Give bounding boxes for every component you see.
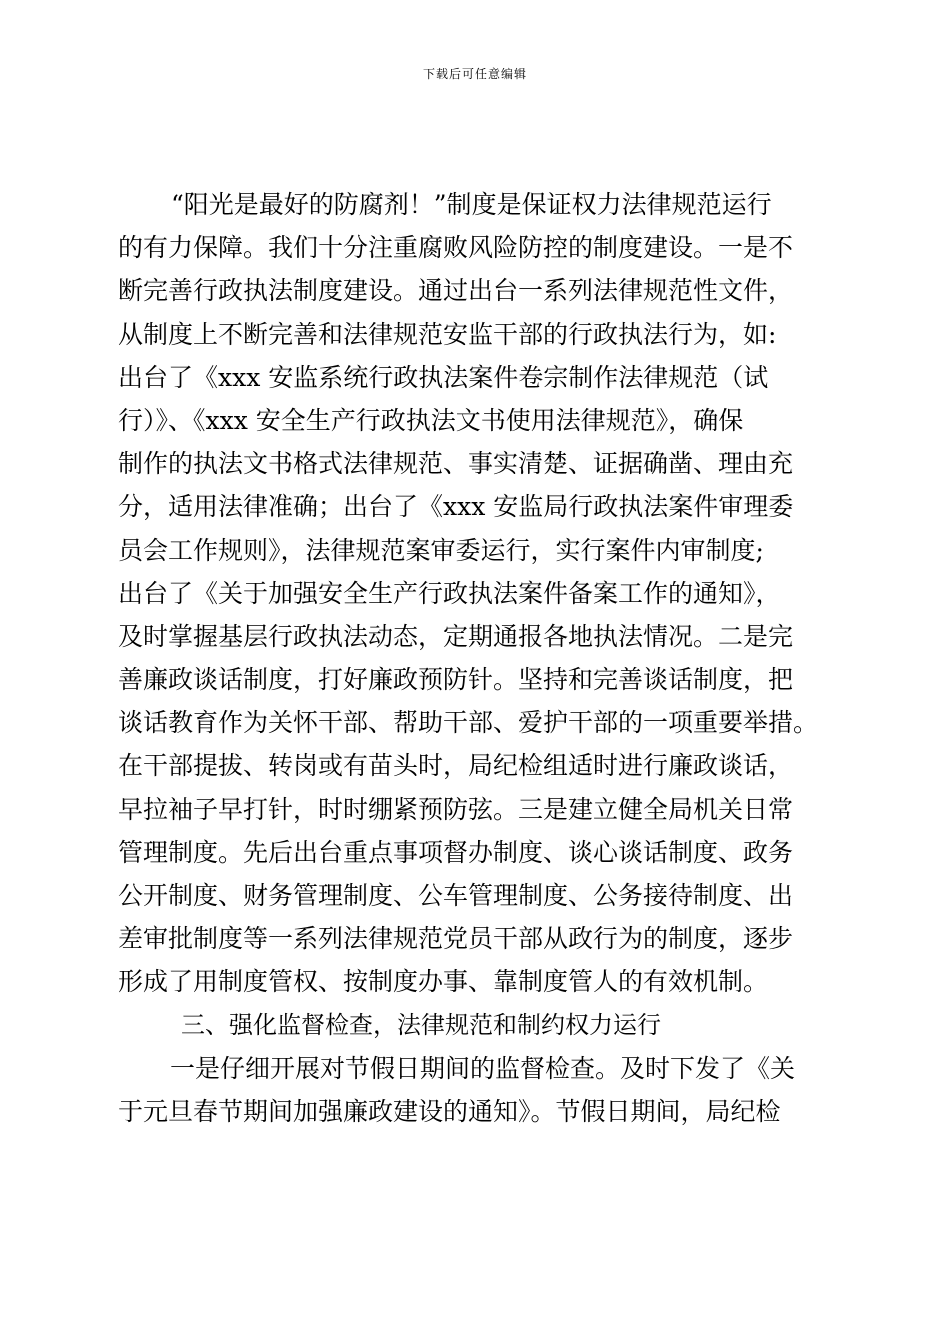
paragraph-line: 的有力保障。我们十分注重腐败风险防控的制度建设。一是不 (118, 233, 794, 263)
paragraph-line: 从制度上不断完善和法律规范安监干部的行政执法行为，如: (118, 319, 777, 349)
paragraph-line: 谈话教育作为关怀干部、帮助干部、爱护干部的一项重要举措。 (118, 708, 819, 738)
paragraph-line: 分，适用法律准确；出台了《xxx 安监局行政执法案件审理委 (118, 492, 794, 522)
paragraph-line: 及时掌握基层行政执法动态，定期通报各地执法情况。二是完 (118, 621, 794, 651)
paragraph-line: 差审批制度等一系列法律规范党员干部从政行为的制度，逐步 (118, 924, 794, 954)
paragraph-line: 制作的执法文书格式法律规范、事实清楚、证据确凿、理由充 (118, 449, 794, 479)
paragraph-line: 管理制度。先后出台重点事项督办制度、谈心谈话制度、政务 (118, 837, 794, 867)
paragraph-line: 一是仔细开展对节假日期间的监督检查。及时下发了《关 (170, 1053, 796, 1083)
page-header-note: 下载后可任意编辑 (422, 67, 527, 81)
paragraph-line: 出台了《关于加强安全生产行政执法案件备案工作的通知》， (118, 578, 781, 608)
paragraph-line: 公开制度、财务管理制度、公车管理制度、公务接待制度、出 (118, 881, 794, 910)
paragraph-line: 在干部提拔、转岗或有苗头时，局纪检组适时进行廉政谈话， (118, 751, 794, 781)
paragraph-line: 出台了《xxx 安监系统行政执法案件卷宗制作法律规范（试 (118, 362, 769, 392)
paragraph-line: “阳光是最好的防腐剂！”制度是保证权力法律规范运行 (171, 190, 772, 219)
document-body (118, 183, 948, 1133)
paragraph-line: 行）》、《xxx 安全生产行政执法文书使用法律规范》，确保 (118, 405, 744, 435)
section-heading: 三、强化监督检查，法律规范和制约权力运行 (181, 1010, 661, 1039)
paragraph-line: 早拉袖子早打针，时时绷紧预防弦。三是建立健全局机关日常 (118, 794, 794, 824)
paragraph-line: 员会工作规则》，法律规范案审委运行，实行案件内审制度; (118, 535, 764, 565)
paragraph-line: 断完善行政执法制度建设。通过出台一系列法律规范性文件， (118, 276, 794, 306)
paragraph-line: 形成了用制度管权、按制度办事、靠制度管人的有效机制。 (118, 967, 769, 997)
paragraph-line: 于元旦春节期间加强廉政建设的通知》。节假日期间，局纪检 (118, 1096, 781, 1126)
paragraph-line: 善廉政谈话制度，打好廉政预防针。坚持和完善谈话制度，把 (118, 665, 794, 695)
